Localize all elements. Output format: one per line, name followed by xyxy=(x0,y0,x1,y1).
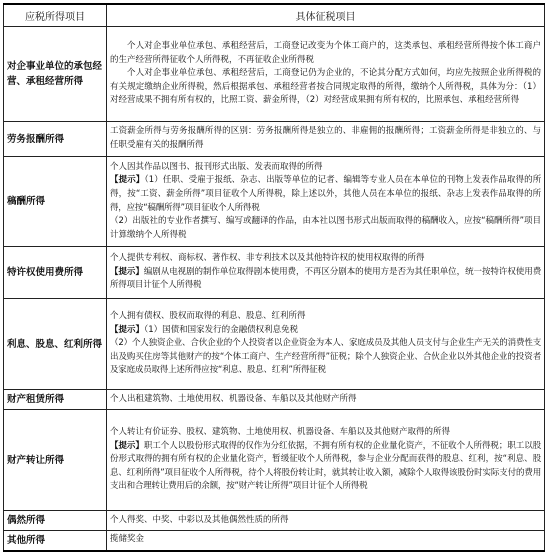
row-para: 【提示】编剧从电视剧的制作单位取得剧本使用费，不再区分剧本的使用方是否为其任职单位，统一按特许权使用费所得项目计征个人所得税 xyxy=(110,266,542,291)
tax-items-table xyxy=(3,3,545,552)
tip-marker: 【提示】 xyxy=(110,440,144,451)
tip-marker: 【提示】 xyxy=(110,266,144,277)
row-para: 个人对企事业单位承包、承租经营后，工商登记改变为个体工商户的，这类承包、承租经营所得按个体工商户的生产经营所得征收个人所得税，不再征收企业所得税 xyxy=(110,41,541,65)
table-row xyxy=(4,511,545,531)
row-item: 劳务报酬所得 xyxy=(4,122,107,157)
tip-marker: 【提示】 xyxy=(110,324,145,335)
table-row xyxy=(4,157,545,247)
row-item: 财产转让所得 xyxy=(4,410,107,511)
document-page xyxy=(3,3,544,554)
row-item: 偶然所得 xyxy=(4,511,107,531)
row-item: 财产租赁所得 xyxy=(4,390,107,410)
row-content xyxy=(107,157,545,247)
row-content xyxy=(107,299,545,390)
table-row xyxy=(4,299,545,390)
row-para: 个人出租建筑物、土地使用权、机器设备、车船以及其他财产所得 xyxy=(110,393,357,404)
row-para: 个人得奖、中奖、中彩以及其他偶然性质的所得 xyxy=(110,514,289,525)
table-header-row xyxy=(4,4,545,27)
row-para: 个人提供专利权、商标权、著作权、非专利技术以及其他特许权的使用权取得的所得 xyxy=(110,253,425,264)
row-para: 个人转让有价证券、股权、建筑物、土地使用权、机器设备、车船以及其他财产取得的所得 xyxy=(110,427,451,438)
tip-marker: 【提示】 xyxy=(110,175,145,186)
table-row xyxy=(4,531,545,551)
row-item: 其他所得 xyxy=(4,531,107,551)
row-item: 稿酬所得 xyxy=(4,157,107,247)
header-item: 应税所得项目 xyxy=(4,4,107,27)
row-para: 个人对企事业单位承包、承租经营后，工商登记仍为企业的，不论其分配方式如何，均应先按照企业所得税的有关规定缴纳企业所得税，然后根据承包、承租经营者按合同规定取得的所得，缴纳个人所得税，具体为分：（1）对经营成果不拥有所有权的，比照工资、薪金所得，（2）对经营成果拥有所有权的，比照承包、承租经营所得 xyxy=(110,68,541,106)
row-para: 【提示】（1）国债和国家发行的金融债权利息免税 xyxy=(110,324,299,335)
row-content xyxy=(107,122,545,157)
row-para: 【提示】（1）任职、受雇于报纸、杂志、出版等单位的记者、编辑等专业人员在本单位的刊物上发表作品取得的所得，按“工资、薪金所得”项目征收个人所得税，除上述以外，其他人员在本单位的报纸、杂志上发表作品取得的所得，应按“稿酬所得”项目征收个人所得税 xyxy=(110,175,541,213)
row-item: 利息、股息、红利所得 xyxy=(4,299,107,390)
table-row xyxy=(4,410,545,511)
table-row xyxy=(4,247,545,299)
row-item: 特许权使用费所得 xyxy=(4,247,107,299)
row-para: 工资薪金所得与劳务报酬所得的区别：劳务报酬所得是独立的、非雇佣的报酬所得；工资薪金所得是非独立的、与任职受雇有关的报酬所得 xyxy=(110,126,541,150)
table-row xyxy=(4,390,545,410)
row-para: 揽储奖金 xyxy=(110,534,145,545)
row-para: 个人拥有债权、股权而取得的利息、股息、红利所得 xyxy=(110,311,306,322)
row-para: 【提示】职工个人以股份形式取得的仅作为分红依据，不拥有所有权的企业量化资产，不征收个人所得税；职工以股份形式取得的拥有所有权的企业量化资产，暂缓征收个人所得税，参与企业分配而获得的股息、红利，按“利息、股息、红利所得”项目征收个人所得税，待个人将股份转让时，就其转让收入额，减除个人取得该股份时实际支付的费用支出和合理转让费用后的余额，按“财产转让所得”项目计征个人所得税 xyxy=(110,440,542,492)
header-content: 具体征税项目 xyxy=(107,4,545,27)
row-content xyxy=(107,511,545,531)
row-para: 个人因其作品以图书、报刊形式出版、发表而取得的所得 xyxy=(110,161,323,172)
table-row xyxy=(4,122,545,157)
row-para: （2）个人独资企业、合伙企业的个人投资者以企业资金为本人、家庭成员及其他人员支付与企业生产无关的消费性支出及购买住房等其他财产的按“个体工商户、生产经营所得”征税；除个人独资企业、合伙企业以外其他企业的投资者及家庭成员取得上述所得应按“利息、股息、红利”所得征税 xyxy=(110,338,541,376)
row-content xyxy=(107,27,545,122)
row-para: （2）出版社的专业作者撰写、编写或翻译的作品，由本社以图书形式出版而取得的稿酬收入，应按“稿酬所得”项目计算缴纳个人所得税 xyxy=(110,216,541,240)
row-content xyxy=(107,531,545,551)
row-content xyxy=(107,247,545,299)
table-row xyxy=(4,27,545,122)
row-item: 对企事业单位的承包经营、承租经营所得 xyxy=(4,27,107,122)
row-content xyxy=(107,410,545,511)
row-content xyxy=(107,390,545,410)
